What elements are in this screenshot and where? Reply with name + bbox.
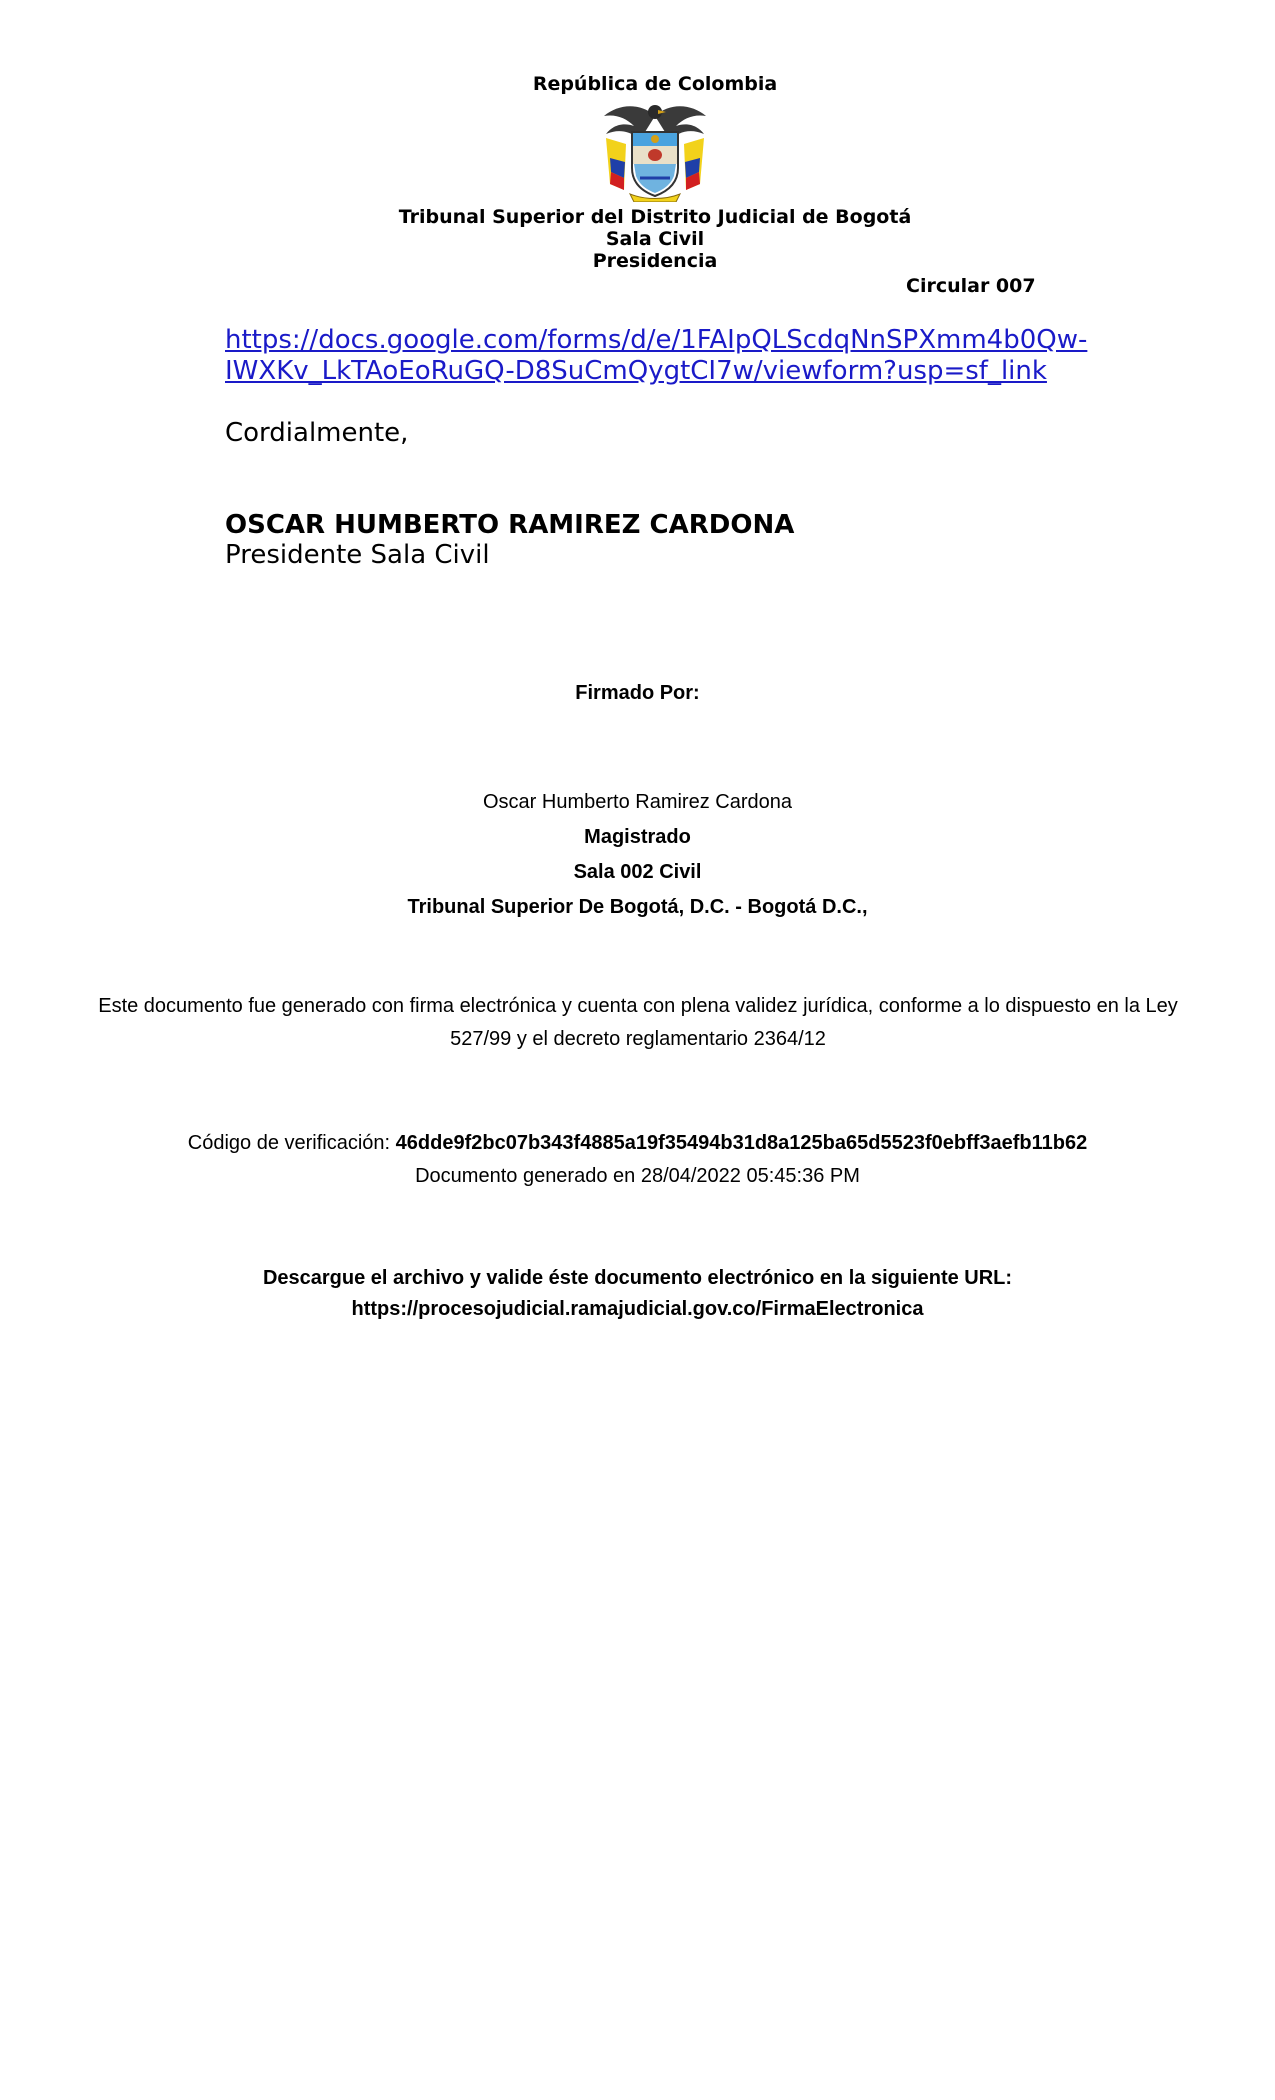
- office-name: Presidencia: [592, 250, 718, 272]
- circular-number: Circular 007: [906, 275, 1036, 297]
- download-block: [0, 1263, 1275, 1325]
- signature-title: Magistrado: [584, 826, 691, 848]
- issuer-block: [0, 206, 1275, 272]
- signature-court: Tribunal Superior De Bogotá, D.C. - Bogotá D.C.,: [407, 896, 868, 918]
- signature-name: Oscar Humberto Ramirez Cardona: [483, 791, 792, 813]
- tribunal-name: Tribunal Superior del Distrito Judicial de Bogotá: [398, 206, 912, 228]
- signature-details: [0, 785, 1275, 925]
- legal-notice-line-1: Este documento fue generado con firma electrónica y cuenta con plena validez jurídica, conforme a lo dispuesto en la Ley: [98, 995, 1178, 1017]
- signed-by-label: Firmado Por:: [575, 682, 700, 704]
- download-instructions: Descargue el archivo y valide éste documento electrónico en la siguiente URL:: [262, 1267, 1013, 1289]
- legal-notice-line-2: 527/99 y el decreto reglamentario 2364/12: [450, 1028, 826, 1050]
- validation-url[interactable]: https://procesojudicial.ramajudicial.gov.co/FirmaElectronica: [351, 1298, 924, 1320]
- verification-block: [0, 1127, 1275, 1193]
- signer-role: Presidente Sala Civil: [225, 540, 490, 570]
- closing-salutation: Cordialmente,: [225, 418, 409, 448]
- signer-name: OSCAR HUMBERTO RAMIREZ CARDONA: [225, 510, 795, 540]
- coat-of-arms-icon: [600, 98, 710, 202]
- country-heading: República de Colombia: [532, 73, 778, 95]
- legal-notice: [68, 990, 1208, 1056]
- verification-label: Código de verificación:: [187, 1132, 391, 1154]
- generated-date: Documento generado en 28/04/2022 05:45:36 PM: [415, 1165, 860, 1187]
- verification-code: 46dde9f2bc07b343f4885a19f35494b31d8a125ba65d5523f0ebff3aefb11b62: [395, 1132, 1088, 1154]
- signature-chamber: Sala 002 Civil: [573, 861, 702, 883]
- form-link-line-2[interactable]: IWXKv_LkTAoEoRuGQ-D8SuCmQygtCI7w/viewform?usp=sf_link: [225, 356, 1047, 386]
- chamber-name: Sala Civil: [605, 228, 705, 250]
- form-link-line-1[interactable]: https://docs.google.com/forms/d/e/1FAIpQLScdqNnSPXmm4b0Qw-: [225, 325, 1088, 355]
- verification-line: [0, 1127, 1275, 1160]
- form-link[interactable]: [225, 325, 1125, 387]
